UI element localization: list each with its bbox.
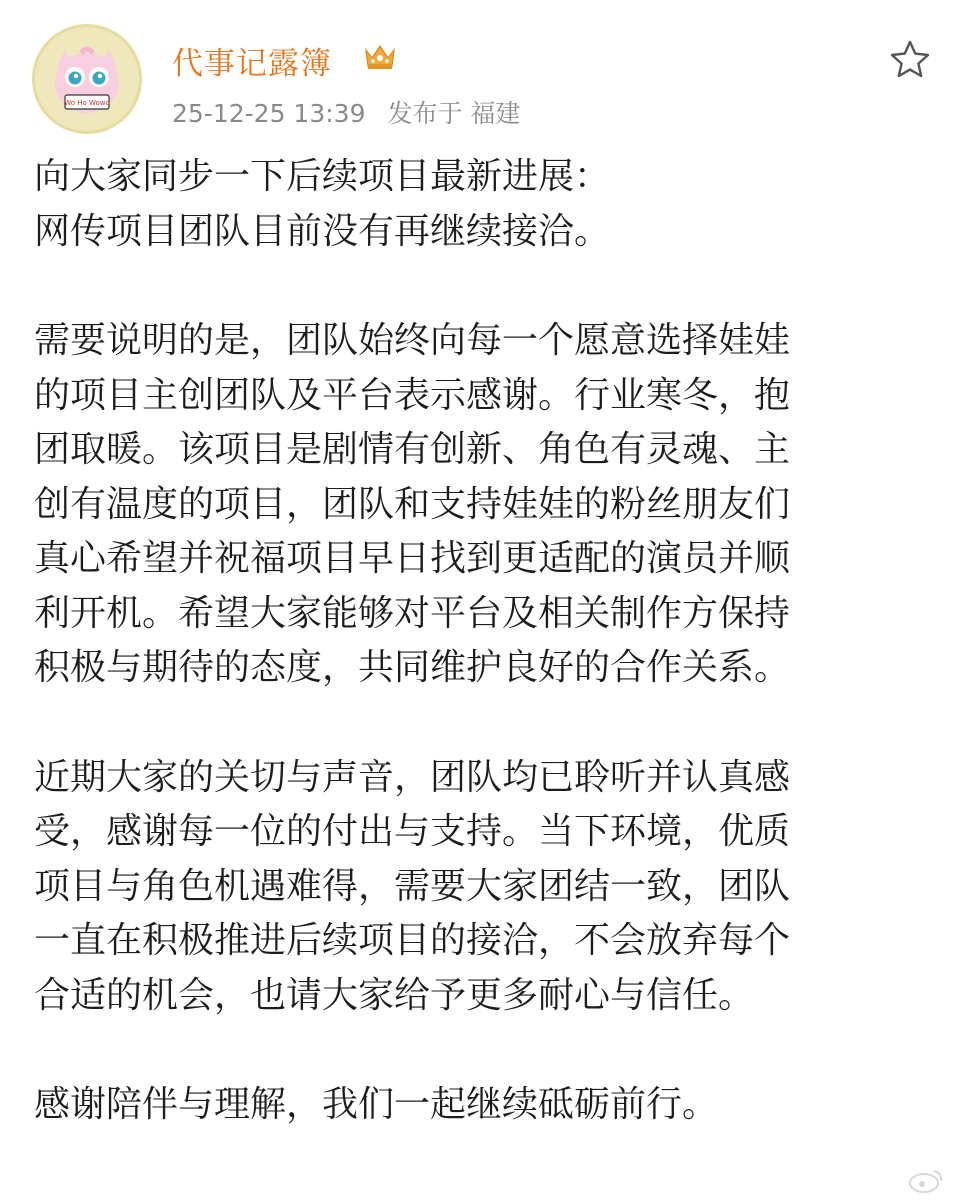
text-line: 真心希望并祝福项目早日找到更适配的演员并顺 xyxy=(34,538,791,579)
star-icon[interactable] xyxy=(888,38,932,82)
text-line: 向大家同步一下后续项目最新进展： xyxy=(34,156,611,197)
post-header xyxy=(32,24,932,134)
text-line: 感谢陪伴与理解，我们一起继续砥砺前行。 xyxy=(34,1084,719,1125)
text-line: 积极与期待的态度，共同维护良好的合作关系。 xyxy=(34,647,791,688)
text-line: 合适的机会，也请大家给予更多耐心与信任。 xyxy=(34,974,755,1016)
text-line: 网传项目团队目前没有再继续接洽。 xyxy=(34,210,611,252)
post-location: 发布于 福建 xyxy=(387,99,521,128)
avatar-badge-text: Wo Ho Wowo xyxy=(64,99,110,107)
paragraph-4 xyxy=(34,1078,914,1133)
avatar[interactable] xyxy=(32,24,142,134)
text-line: 团取暖。该项目是剧情有创新、角色有灵魂、主 xyxy=(34,429,791,470)
text-line: 受，感谢每一位的付出与支持。当下环境，优质 xyxy=(34,811,791,852)
text-line: 的项目主创团队及平台表示感谢。行业寒冬，抱 xyxy=(34,374,791,416)
text-line: 近期大家的关切与声音，团队均已聆听并认真感 xyxy=(34,756,791,798)
text-line: 需要说明的是，团队始终向每一个愿意选择娃娃 xyxy=(34,320,791,361)
paragraph-2 xyxy=(34,314,914,696)
paragraph-1 xyxy=(34,150,914,259)
text-line: 创有温度的项目，团队和支持娃娃的粉丝朋友们 xyxy=(34,483,791,525)
author-name[interactable]: 代事记露簿 xyxy=(172,46,332,82)
post-content xyxy=(34,150,914,1188)
post-date: 25-12-25 13:39 xyxy=(172,99,366,128)
text-line: 利开机。希望大家能够对平台及相关制作方保持 xyxy=(34,592,791,634)
post-meta xyxy=(172,94,534,130)
avatar-image xyxy=(35,27,139,131)
text-line: 一直在积极推进后续项目的接洽，不会放弃每个 xyxy=(34,920,791,961)
crown-icon xyxy=(362,40,398,72)
text-line: 项目与角色机遇难得，需要大家团结一致，团队 xyxy=(34,865,791,907)
paragraph-3 xyxy=(34,751,914,1024)
weibo-watermark-icon xyxy=(906,1165,946,1195)
